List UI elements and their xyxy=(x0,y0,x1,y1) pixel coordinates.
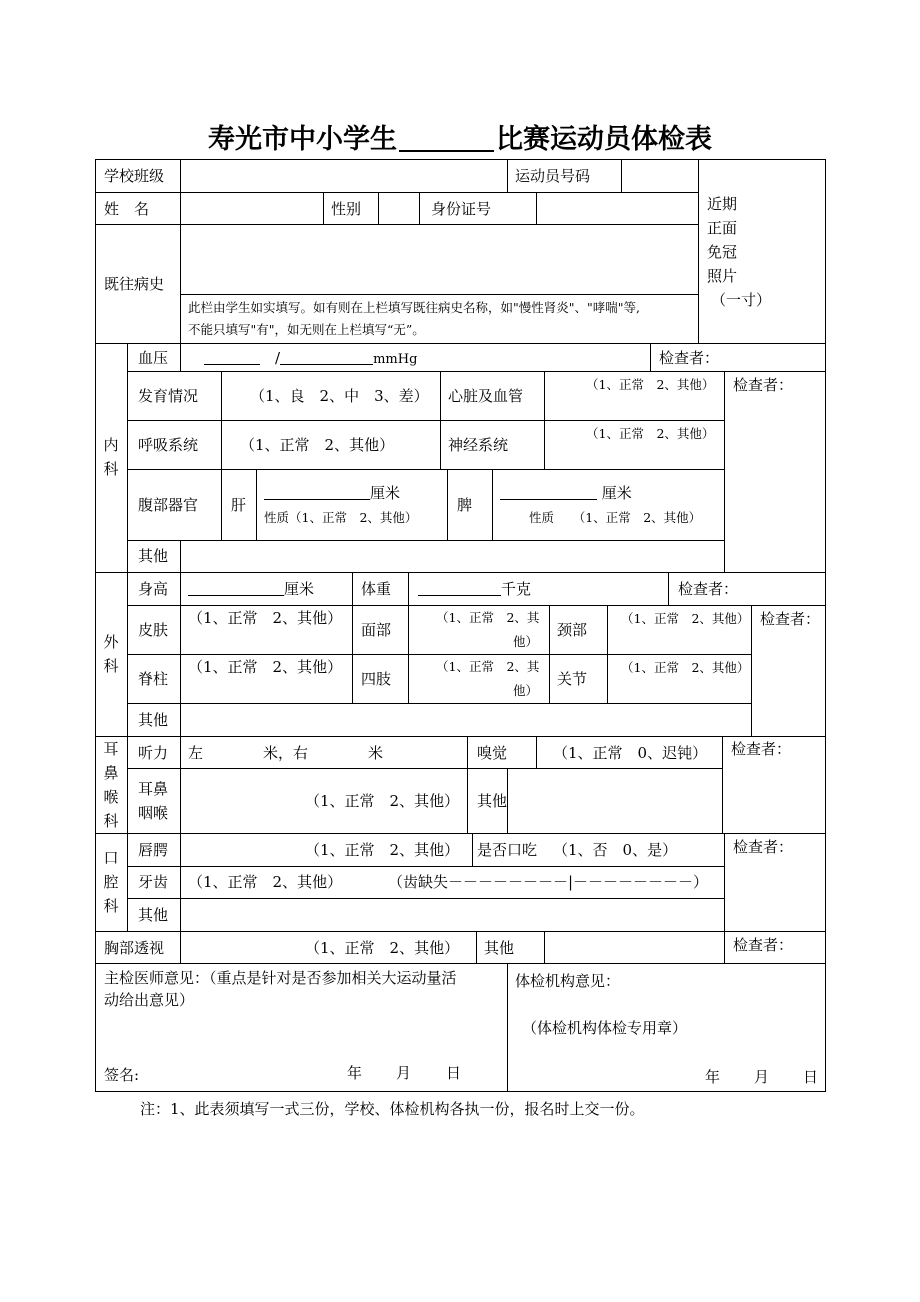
internal-other-label: 其他 xyxy=(138,547,169,565)
doctor-opinion-line2: 动给出意见） xyxy=(104,991,195,1009)
oral-section-label: 口 腔 科 xyxy=(103,849,119,915)
spine-label: 脊柱 xyxy=(138,670,169,688)
spleen-nature-options: 性质 （1、正常 2、其他） xyxy=(529,510,702,525)
limbs-options-line1: （1、正常 2、其 xyxy=(436,659,540,674)
joint-label: 关节 xyxy=(557,670,588,688)
ent-section-label: 耳 鼻 喉 科 xyxy=(103,740,119,830)
examiner-label: 检查者： xyxy=(678,580,739,598)
examiner-label: 检查者： xyxy=(733,376,794,394)
weight-label: 体重 xyxy=(361,580,392,598)
examiner-label: 检查者： xyxy=(659,349,720,367)
surgery-other-label: 其他 xyxy=(138,711,169,729)
limbs-label: 四肢 xyxy=(361,670,392,688)
institution-date-month: 月 xyxy=(754,1068,770,1086)
nervous-system-label: 神经系统 xyxy=(448,436,509,454)
institution-date-year: 年 xyxy=(705,1068,721,1086)
joint-options: （1、正常 2、其他） xyxy=(621,660,750,675)
medical-history-label: 既往病史 xyxy=(104,275,165,293)
ent-throat-label-2: 咽喉 xyxy=(138,804,169,822)
spine-options: （1、正常 2、其他） xyxy=(188,658,343,676)
examiner-label: 检查者： xyxy=(733,936,794,954)
neck-label: 颈部 xyxy=(557,621,588,639)
institution-opinion-label: 体检机构意见： xyxy=(515,972,621,990)
liver-label: 肝 xyxy=(231,496,247,514)
photo-label-1: 近期 xyxy=(707,195,738,213)
blood-pressure-field[interactable]: / mmHg xyxy=(204,349,417,369)
liver-size-field[interactable]: 厘米 xyxy=(264,484,400,502)
doctor-date-year: 年 xyxy=(347,1064,363,1082)
skin-options: （1、正常 2、其他） xyxy=(188,609,343,627)
hearing-value: 左 米，右 米 xyxy=(188,744,384,762)
face-label: 面部 xyxy=(361,621,392,639)
internal-section-label: 内 科 xyxy=(103,436,119,478)
face-options-line1: （1、正常 2、其 xyxy=(436,610,540,625)
face-options-line2: 他） xyxy=(513,634,539,649)
photo-label-3: 免冠 xyxy=(707,243,738,261)
name-label: 姓 名 xyxy=(104,200,150,218)
chest-options: （1、正常 2、其他） xyxy=(305,939,460,957)
examiner-label: 检查者： xyxy=(760,610,821,628)
surgery-section-label: 外 科 xyxy=(103,633,119,675)
heart-vessels-label: 心脏及血管 xyxy=(448,387,524,405)
doctor-opinion-line1: 主检医师意见：（重点是针对是否参加相关大运动量活 xyxy=(104,969,457,987)
spleen-label: 脾 xyxy=(457,496,473,514)
abdominal-organs-label: 腹部器官 xyxy=(138,496,199,514)
institution-seal-label: （体检机构体检专用章） xyxy=(522,1019,688,1037)
doctor-date-month: 月 xyxy=(396,1064,412,1082)
page-title: 寿光市中小学生 比赛运动员体检表 xyxy=(208,124,712,155)
examiner-label: 检查者： xyxy=(731,740,792,758)
spleen-size-field[interactable]: 厘米 xyxy=(500,484,632,502)
ent-options: （1、正常 2、其他） xyxy=(305,792,460,810)
neck-options: （1、正常 2、其他） xyxy=(621,611,750,626)
oral-other-label: 其他 xyxy=(138,906,169,924)
smell-options: （1、正常 0、迟钝） xyxy=(553,744,708,762)
height-field[interactable]: 厘米 xyxy=(188,580,314,598)
heart-options: （1、正常 2、其他） xyxy=(586,377,715,392)
missing-teeth-field: （齿缺失－－－－－－－－|－－－－－－－－） xyxy=(388,873,709,891)
development-options: （1、良 2、中 3、差） xyxy=(250,387,429,405)
limbs-options-line2: 他） xyxy=(513,683,539,698)
doctor-date-day: 日 xyxy=(446,1064,462,1082)
development-label: 发育情况 xyxy=(138,387,199,405)
respiratory-label: 呼吸系统 xyxy=(138,436,199,454)
ent-other-label: 其他 xyxy=(477,792,508,810)
lips-palate-label: 唇腭 xyxy=(138,841,169,859)
photo-label-5: （一寸） xyxy=(711,291,772,309)
id-number-label: 身份证号 xyxy=(431,200,492,218)
institution-date-day: 日 xyxy=(803,1068,819,1086)
athlete-number-label: 运动员号码 xyxy=(515,167,591,185)
skin-label: 皮肤 xyxy=(138,621,169,639)
photo-label-2: 正面 xyxy=(707,219,738,237)
lips-options: （1、正常 2、其他） xyxy=(305,841,460,859)
footnote: 注：1、此表须填写一式三份，学校、体检机构各执一份，报名时上交一份。 xyxy=(140,1100,645,1118)
examiner-label: 检查者： xyxy=(733,838,794,856)
weight-field[interactable]: 千克 xyxy=(418,580,531,598)
chest-xray-label: 胸部透视 xyxy=(104,939,165,957)
height-label: 身高 xyxy=(138,580,169,598)
stutter-options: （1、否 0、是） xyxy=(553,841,678,859)
stutter-label: 是否口吃 xyxy=(477,841,538,859)
history-instruction-line1: 此栏由学生如实填写。如有则在上栏填写既往病史名称，如"慢性肾炎"、"哮喘"等, xyxy=(188,300,640,315)
smell-label: 嗅觉 xyxy=(477,744,508,762)
blood-pressure-label: 血压 xyxy=(138,349,169,367)
ent-throat-label-1: 耳鼻 xyxy=(138,780,169,798)
gender-label: 性别 xyxy=(331,200,362,218)
history-instruction-line2: 不能只填写"有"，如无则在上栏填写“无”。 xyxy=(188,322,425,337)
respiratory-options: （1、正常 2、其他） xyxy=(240,436,395,454)
signature-label: 签名: xyxy=(104,1066,140,1084)
nervous-options: （1、正常 2、其他） xyxy=(586,426,715,441)
school-class-label: 学校班级 xyxy=(104,167,165,185)
hearing-label: 听力 xyxy=(138,744,169,762)
chest-other-label: 其他 xyxy=(484,939,515,957)
teeth-label: 牙齿 xyxy=(138,873,169,891)
teeth-options: （1、正常 2、其他） xyxy=(188,873,343,891)
liver-nature-options: 性质（1、正常 2、其他） xyxy=(264,510,418,525)
photo-label-4: 照片 xyxy=(707,267,738,285)
